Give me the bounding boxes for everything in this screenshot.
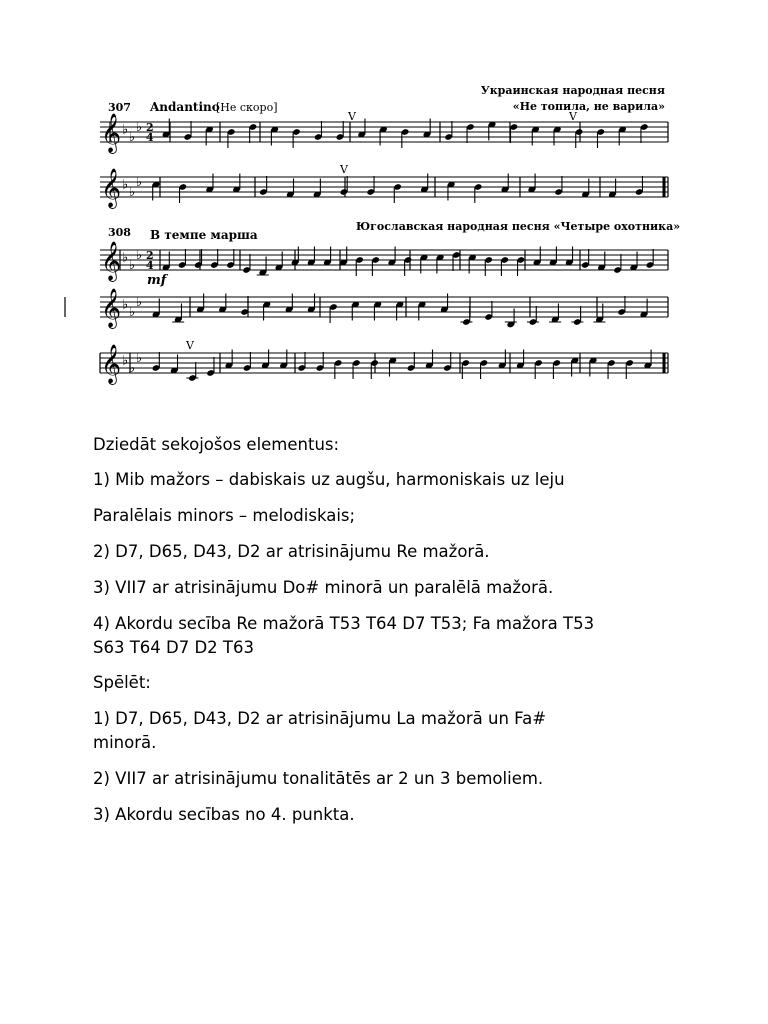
flat-icon: ♭ xyxy=(129,185,136,200)
flat-icon: ♭ xyxy=(136,351,143,366)
sing-item: Paralēlais minors – melodiskais; xyxy=(93,506,356,525)
song-source-307-line1: Украинская народная песня xyxy=(480,84,665,97)
sing-item: 3) VII7 ar atrisinājumu Do# minorā un paralēlā mažorā. xyxy=(93,578,554,597)
flat-icon: ♭ xyxy=(122,353,129,369)
flat-icon: ♭ xyxy=(122,250,129,266)
flat-icon: ♭ xyxy=(136,295,143,310)
play-item: 1) D7, D65, D43, D2 ar atrisinājumu La mažorā un Fa# xyxy=(93,709,547,728)
music-staff-308-line3 xyxy=(100,339,670,399)
breath-mark: V xyxy=(569,110,577,123)
heading-sing: Dziedāt sekojošos elementus: xyxy=(93,435,340,454)
treble-clef-icon: 𝄞 xyxy=(101,344,122,384)
flat-icon: ♭ xyxy=(122,177,129,193)
treble-clef-icon: 𝄞 xyxy=(101,113,122,153)
exercise-number-307: 307 xyxy=(108,101,131,114)
exercise-number-308: 308 xyxy=(108,226,131,239)
flat-icon: ♭ xyxy=(136,175,143,190)
song-source-308: Югославская народная песня «Четыре охотника» xyxy=(356,220,681,233)
flat-icon: ♭ xyxy=(136,120,143,135)
flat-icon: ♭ xyxy=(129,305,136,320)
time-signature-numerator: 2 xyxy=(146,121,154,134)
tempo-translation-307: [Не скоро] xyxy=(216,101,278,114)
time-signature-denominator: 4 xyxy=(146,259,154,272)
treble-clef-icon: 𝄞 xyxy=(101,168,122,208)
flat-icon: ♭ xyxy=(129,130,136,145)
flat-icon: ♭ xyxy=(122,297,129,313)
tempo-marking-307: Andantino xyxy=(150,100,220,114)
treble-clef-icon: 𝄞 xyxy=(101,241,122,281)
play-item: 2) VII7 ar atrisinājumu tonalitātēs ar 2 un 3 bemoliem. xyxy=(93,769,544,788)
dynamic-marking: mf xyxy=(147,273,167,288)
flat-icon: ♭ xyxy=(122,122,129,138)
music-staff-307-line1 xyxy=(100,108,670,168)
sing-item: 2) D7, D65, D43, D2 ar atrisinājumu Re mažorā. xyxy=(93,542,490,561)
music-staff-307-line2 xyxy=(100,163,670,223)
treble-clef-icon: 𝄞 xyxy=(101,288,122,328)
breath-mark: V xyxy=(186,339,194,352)
flat-icon: ♭ xyxy=(129,361,136,376)
time-signature-denominator: 4 xyxy=(146,131,154,144)
flat-icon: ♭ xyxy=(129,258,136,273)
song-title-307: «Не топила, не варила» xyxy=(512,100,665,113)
tempo-marking-308: В темпе марша xyxy=(150,228,258,242)
sing-item: 1) Mib mažors – dabiskais uz augšu, harmoniskais uz leju xyxy=(93,470,565,489)
breath-mark: V xyxy=(340,163,348,176)
breath-mark: V xyxy=(348,110,356,123)
time-signature-numerator: 2 xyxy=(146,249,154,262)
play-item: minorā. xyxy=(93,733,157,752)
heading-play: Spēlēt: xyxy=(93,673,151,692)
flat-icon: ♭ xyxy=(136,248,143,263)
music-staff-308-line2 xyxy=(100,283,670,343)
sing-item: 4) Akordu secība Re mažorā T53 T64 D7 T53; Fa mažora T53 xyxy=(93,614,595,633)
sing-item: S63 T64 D7 D2 T63 xyxy=(93,638,255,657)
play-item: 3) Akordu secības no 4. punkta. xyxy=(93,805,355,824)
